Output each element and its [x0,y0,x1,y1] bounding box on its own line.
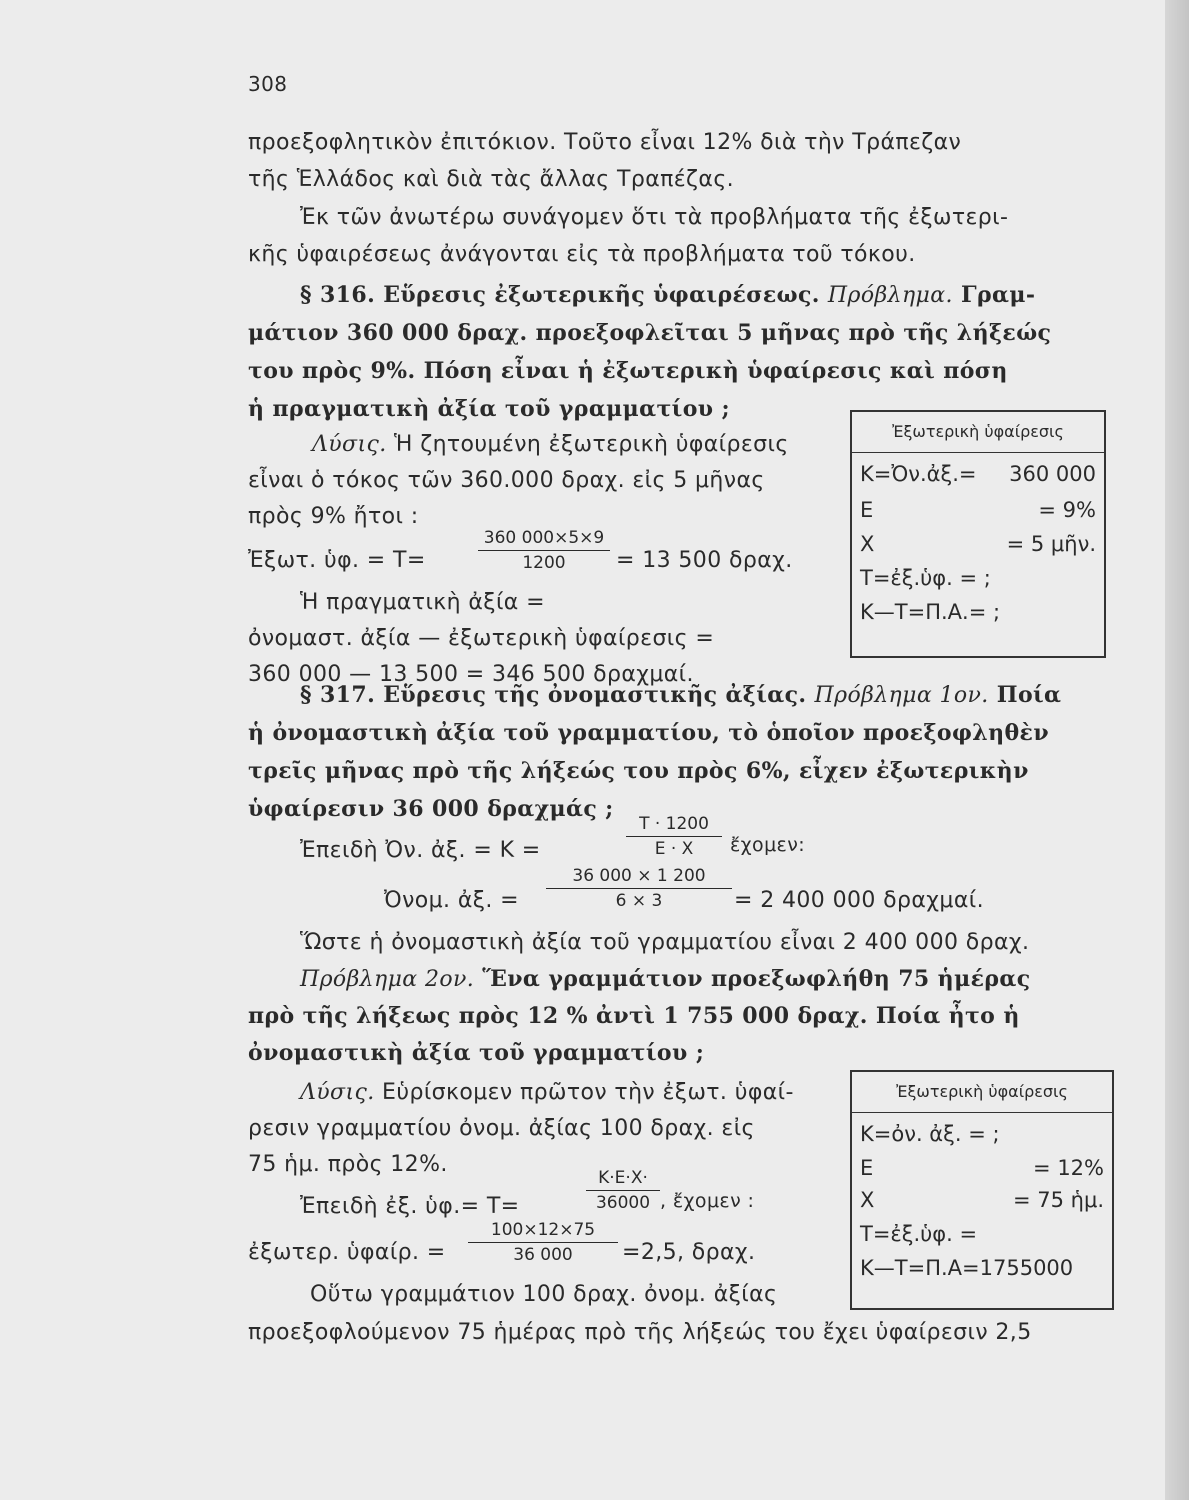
intro-line-2: τῆς Ἑλλάδος καὶ διὰ τὰς ἄλλας Τραπέζας. [248,167,735,192]
summary-box-316 [850,410,1106,658]
summary-box-2-row: Τ=ἐξ.ὑφ. = [860,1222,978,1246]
solution-2-line-1 [300,1080,794,1105]
real-value-line-2: ὀνομαστ. ἀξία — ἐξωτερικὴ ὑφαίρεσις = [248,626,715,651]
formula-317-2-lhs: Ὀνομ. ἀξ. = [384,888,520,913]
solution-2-line-2: ρεσιν γραμματίου ὀνομ. ἀξίας 100 δραχ. εἰς [248,1116,755,1141]
summary-box-316-row: Χ = 5 μῆν. [860,532,1096,556]
summary-box-316-row: Κ—Τ=Π.Α.= ; [860,600,1001,624]
problem-2-final-line-1: Οὕτω γραμμάτιον 100 δραχ. ὀνομ. ἀξίας [310,1282,778,1307]
formula-2-2-rhs: =2,5, δραχ. [622,1240,756,1265]
formula-2-1-fraction [586,1168,660,1213]
problem-2-final-line-2: προεξοφλούμενον 75 ἡμέρας πρὸ τῆς λήξεώς του ἔχει ὑφαίρεσιν 2,5 [248,1320,1032,1345]
problem-label: Πρόβλημα. [827,283,953,308]
formula-317-2-fraction [546,866,732,911]
summary-box-316-row: Κ=Ὀν.ἀξ.= 360 000 [860,462,1096,486]
section-317-title: § 317. Εὕρεσις τῆς ὀνομαστικῆς ἀξίας. [300,682,807,708]
intro-line-1: προεξοφλητικὸν ἐπιτόκιον. Τοῦτο εἶναι 12% διὰ τὴν Τράπεζαν [248,130,962,155]
formula-2-2-denominator: 36 000 [513,1245,573,1265]
formula-317-2-denominator: 6 × 3 [615,891,663,911]
problem-1-label: Πρόβλημα 1ον. [814,683,989,708]
section-316-line-2: μάτιον 360 000 δραχ. προεξοφλεῖται 5 μῆνας πρὸ τῆς λήξεώς [248,320,1052,346]
formula-2-1-lhs: Ἐπειδὴ ἐξ. ὑφ.= Τ= [300,1194,520,1219]
summary-box-316-header: Ἐξωτερικὴ ὑφαίρεσις [852,412,1104,453]
section-316-line-4: ἡ πραγματικὴ ἀξία τοῦ γραμματίου ; [248,396,731,422]
section-316-line-3: του πρὸς 9%. Πόση εἶναι ἡ ἐξωτερικὴ ὑφαίρεσις καὶ πόση [248,358,1008,384]
formula-2-2-lhs: ἐξωτερ. ὑφαίρ. = [248,1240,446,1265]
formula-317-2-numerator: 36 000 × 1 200 [546,866,732,889]
formula-317-1-lhs: Ἐπειδὴ Ὀν. ἀξ. = Κ = [300,838,541,863]
summary-box-2-row: Κ—Τ=Π.Α=1755000 [860,1256,1074,1280]
section-317-heading-cont: Ποία [996,682,1062,708]
formula-317-1-denominator: Ε · Χ [654,839,694,859]
page-number: 308 [248,72,288,96]
section-317-line-4: ὑφαίρεσιν 36 000 δραχμάς ; [248,796,614,822]
formula-317-1-fraction [626,814,722,859]
formula-2-2-fraction [468,1220,618,1265]
solution-label: Λύσις. [312,432,387,457]
solution-316-line-1 [312,432,789,457]
summary-box-2-row: Χ = 75 ἡμ. [860,1188,1104,1212]
section-317-line-3: τρεῖς μῆνας πρὸ τῆς λήξεώς του πρὸς 6%, εἶχεν ἐξωτερικὴν [248,758,1029,784]
summary-box-2-row: Ε = 12% [860,1156,1104,1180]
formula-2-2-numerator: 100×12×75 [468,1220,618,1243]
summary-box-2-header: Ἐξωτερικὴ ὑφαίρεσις [852,1072,1112,1113]
real-value-line-3: 360 000 — 13 500 = 346 500 δραχμαί. [248,662,694,687]
problem-2-text-1: Ἕνα γραμμάτιον προεξωφλήθη 75 ἡμέρας [482,966,1031,992]
problem-2-heading [300,966,1031,992]
formula-2-1-rhs: , ἔχομεν : [660,1190,755,1212]
solution-316-text-1: Ἡ ζητουμένη ἐξωτερικὴ ὑφαίρεσις [394,432,789,457]
equation-316-lhs: Ἐξωτ. ὑφ. = Τ= [248,548,426,573]
summary-box-2-row: Κ=ὀν. ἀξ. = ; [860,1122,1000,1146]
intro-line-3: Ἐκ τῶν ἀνωτέρω συνάγομεν ὅτι τὰ προβλήματα τῆς ἐξωτερι- [300,205,1009,230]
summary-box-problem-2 [850,1070,1114,1310]
formula-317-2-rhs: = 2 400 000 δραχμαί. [734,888,984,913]
equation-316-numerator: 360 000×5×9 [478,528,610,551]
section-317-line-2: ἡ ὀνομαστικὴ ἀξία τοῦ γραμματίου, τὸ ὁποῖον προεξοφληθὲν [248,720,1049,746]
intro-line-4: κῆς ὑφαιρέσεως ἀνάγονται εἰς τὰ προβλήματα τοῦ τόκου. [248,242,916,267]
section-317-heading [300,682,1061,708]
real-value-line-1: Ἡ πραγματικὴ ἀξία = [300,590,545,615]
solution-316-line-3: πρὸς 9% ἤτοι : [248,504,419,529]
problem-2-line-3: ὀνομαστικὴ ἀξία τοῦ γραμματίου ; [248,1040,705,1066]
summary-box-316-row: Ε = 9% [860,498,1096,522]
section-316-heading-cont: Γραμ- [960,282,1036,308]
equation-316-rhs: = 13 500 δραχ. [616,548,793,573]
problem-2-line-2: πρὸ τῆς λήξεως πρὸς 12 % ἀντὶ 1 755 000 δραχ. Ποία ἦτο ἡ [248,1003,1020,1029]
formula-2-1-denominator: 36000 [595,1193,651,1213]
equation-316-fraction [478,528,610,573]
section-316-title: § 316. Εὕρεσις ἐξωτερικῆς ὑφαιρέσεως. [300,282,820,308]
equation-316-denominator: 1200 [522,553,566,573]
formula-317-1-numerator: Τ · 1200 [626,814,722,837]
section-316-heading [300,282,1035,308]
summary-box-316-row: Τ=ἐξ.ὑφ. = ; [860,566,991,590]
formula-2-1-numerator: Κ·Ε·Χ· [586,1168,660,1191]
conclusion-317: Ὥστε ἡ ὀνομαστικὴ ἀξία τοῦ γραμματίου εἶναι 2 400 000 δραχ. [300,930,1030,955]
book-spine-edge [1165,0,1189,1500]
formula-317-1-rhs: ἔχομεν: [730,834,806,856]
solution-316-line-2: εἶναι ὁ τόκος τῶν 360.000 δραχ. εἰς 5 μῆνας [248,468,765,493]
solution-2-text-1: Εὑρίσκομεν πρῶτον τὴν ἐξωτ. ὑφαί- [382,1080,794,1105]
solution-2-label: Λύσις. [300,1080,375,1105]
problem-2-label: Πρόβλημα 2ον. [300,967,475,992]
solution-2-line-3: 75 ἡμ. πρὸς 12%. [248,1152,448,1177]
